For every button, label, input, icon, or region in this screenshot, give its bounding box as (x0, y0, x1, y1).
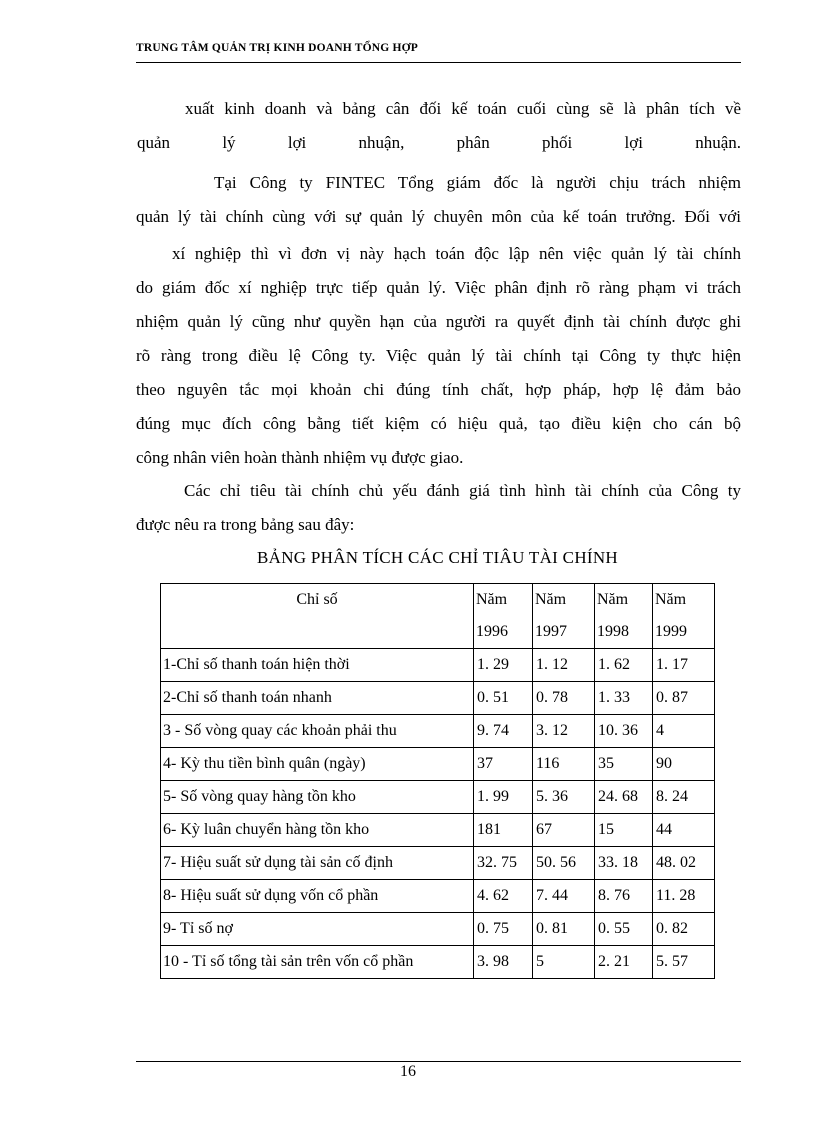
value-1997-cell: 7. 44 (533, 880, 595, 913)
value-1997-cell: 0. 81 (533, 913, 595, 946)
paragraph-line: được nêu ra trong bảng sau đây: (136, 515, 355, 534)
value-1997-cell: 3. 12 (533, 715, 595, 748)
indicator-cell: 8- Hiệu suất sử dụng vốn cổ phần (161, 880, 474, 913)
indicator-cell: 3 - Số vòng quay các khoản phải thu (161, 715, 474, 748)
paragraph-line: rõ ràng trong điều lệ Công ty. Việc quản lý tài chính tại Công ty thực hiện (136, 346, 741, 365)
paragraph-line: quản lý tài chính cùng với sự quản lý chuyên môn của kế toán trưởng. Đối với (136, 207, 741, 226)
value-1996-cell: 9. 74 (474, 715, 533, 748)
table-row (161, 880, 715, 913)
header-year-1998: Năm 1998 (595, 584, 653, 649)
value-1999-cell: 1. 17 (653, 649, 715, 682)
header-year-1996: Năm 1996 (474, 584, 533, 649)
indicator-cell: 5- Số vòng quay hàng tồn kho (161, 781, 474, 814)
indicator-cell: 6- Kỳ luân chuyển hàng tồn kho (161, 814, 474, 847)
value-1996-cell: 37 (474, 748, 533, 781)
paragraph-1 (137, 92, 741, 160)
indicator-cell: 10 - Tỉ số tổng tài sản trên vốn cổ phần (161, 946, 474, 979)
value-1997-cell: 1. 12 (533, 649, 595, 682)
financial-ratios-table (160, 583, 715, 979)
header-year-1997: Năm 1997 (533, 584, 595, 649)
value-1997-cell: 116 (533, 748, 595, 781)
table-row (161, 814, 715, 847)
value-1996-cell: 3. 98 (474, 946, 533, 979)
value-1998-cell: 33. 18 (595, 847, 653, 880)
footer-divider (136, 1061, 741, 1062)
value-1997-cell: 0. 78 (533, 682, 595, 715)
header-indicator: Chỉ số (161, 584, 474, 649)
paragraph-line: quản lý lợi nhuận, phân phối lợi nhuận. (137, 133, 741, 152)
value-1998-cell: 0. 55 (595, 913, 653, 946)
value-1997-cell: 5 (533, 946, 595, 979)
table-row (161, 649, 715, 682)
paragraph-line: Tại Công ty FINTEC Tổng giám đốc là người chịu trách nhiệm (214, 173, 741, 192)
table-row (161, 781, 715, 814)
value-1998-cell: 35 (595, 748, 653, 781)
paragraph-line: công nhân viên hoàn thành nhiệm vụ được giao. (136, 448, 464, 467)
table-row (161, 748, 715, 781)
value-1998-cell: 24. 68 (595, 781, 653, 814)
table-header-row (161, 584, 715, 649)
table-row (161, 715, 715, 748)
paragraph-4 (136, 474, 741, 542)
paragraph-line: xuất kinh doanh và bảng cân đối kế toán cuối cùng sẽ là phân tích về (185, 99, 741, 118)
value-1996-cell: 0. 75 (474, 913, 533, 946)
value-1996-cell: 1. 99 (474, 781, 533, 814)
value-1996-cell: 1. 29 (474, 649, 533, 682)
value-1999-cell: 11. 28 (653, 880, 715, 913)
paragraph-line: nhiệm quản lý cũng như quyền hạn của người ra quyết định tài chính được ghi (136, 312, 741, 331)
indicator-cell: 9- Tỉ số nợ (161, 913, 474, 946)
value-1996-cell: 32. 75 (474, 847, 533, 880)
value-1998-cell: 15 (595, 814, 653, 847)
value-1996-cell: 4. 62 (474, 880, 533, 913)
paragraph-line: xí nghiệp thì vì đơn vị này hạch toán độc lập nên việc quản lý tài chính (172, 244, 741, 263)
value-1999-cell: 0. 87 (653, 682, 715, 715)
value-1997-cell: 50. 56 (533, 847, 595, 880)
header-year-1999: Năm 1999 (653, 584, 715, 649)
header-divider (136, 62, 741, 63)
paragraph-line: do giám đốc xí nghiệp trực tiếp quản lý. Việc phân định rõ ràng phạm vi trách (136, 278, 741, 297)
value-1999-cell: 5. 57 (653, 946, 715, 979)
value-1999-cell: 0. 82 (653, 913, 715, 946)
page-header-title: TRUNG TÂM QUẢN TRỊ KINH DOANH TỔNG HỢP (136, 42, 419, 54)
table-row (161, 682, 715, 715)
paragraph-line: đúng mục đích công bằng tiết kiệm có hiệu quả, tạo điều kiện cho cán bộ (136, 414, 741, 433)
value-1999-cell: 4 (653, 715, 715, 748)
indicator-cell: 2-Chỉ số thanh toán nhanh (161, 682, 474, 715)
indicator-cell: 1-Chỉ số thanh toán hiện thời (161, 649, 474, 682)
value-1997-cell: 5. 36 (533, 781, 595, 814)
value-1998-cell: 1. 62 (595, 649, 653, 682)
value-1998-cell: 10. 36 (595, 715, 653, 748)
value-1999-cell: 48. 02 (653, 847, 715, 880)
value-1999-cell: 8. 24 (653, 781, 715, 814)
value-1999-cell: 90 (653, 748, 715, 781)
table-title: BẢNG PHÂN TÍCH CÁC CHỈ TIÂU TÀI CHÍNH (256, 548, 619, 567)
value-1996-cell: 181 (474, 814, 533, 847)
indicator-cell: 7- Hiệu suất sử dụng tài sản cố định (161, 847, 474, 880)
value-1998-cell: 8. 76 (595, 880, 653, 913)
value-1998-cell: 1. 33 (595, 682, 653, 715)
table-row (161, 913, 715, 946)
paragraph-line: theo nguyên tắc mọi khoản chi đúng tính chất, hợp pháp, hợp lệ đảm bảo (136, 380, 741, 399)
paragraph-2 (136, 166, 741, 234)
value-1997-cell: 67 (533, 814, 595, 847)
page-number: 16 (400, 1063, 416, 1080)
table-body (161, 649, 715, 979)
paragraph-3 (136, 237, 741, 475)
value-1998-cell: 2. 21 (595, 946, 653, 979)
table-row (161, 946, 715, 979)
value-1999-cell: 44 (653, 814, 715, 847)
paragraph-line: Các chỉ tiêu tài chính chủ yếu đánh giá tình hình tài chính của Công ty (184, 481, 741, 500)
value-1996-cell: 0. 51 (474, 682, 533, 715)
table-row (161, 847, 715, 880)
indicator-cell: 4- Kỳ thu tiền bình quân (ngày) (161, 748, 474, 781)
